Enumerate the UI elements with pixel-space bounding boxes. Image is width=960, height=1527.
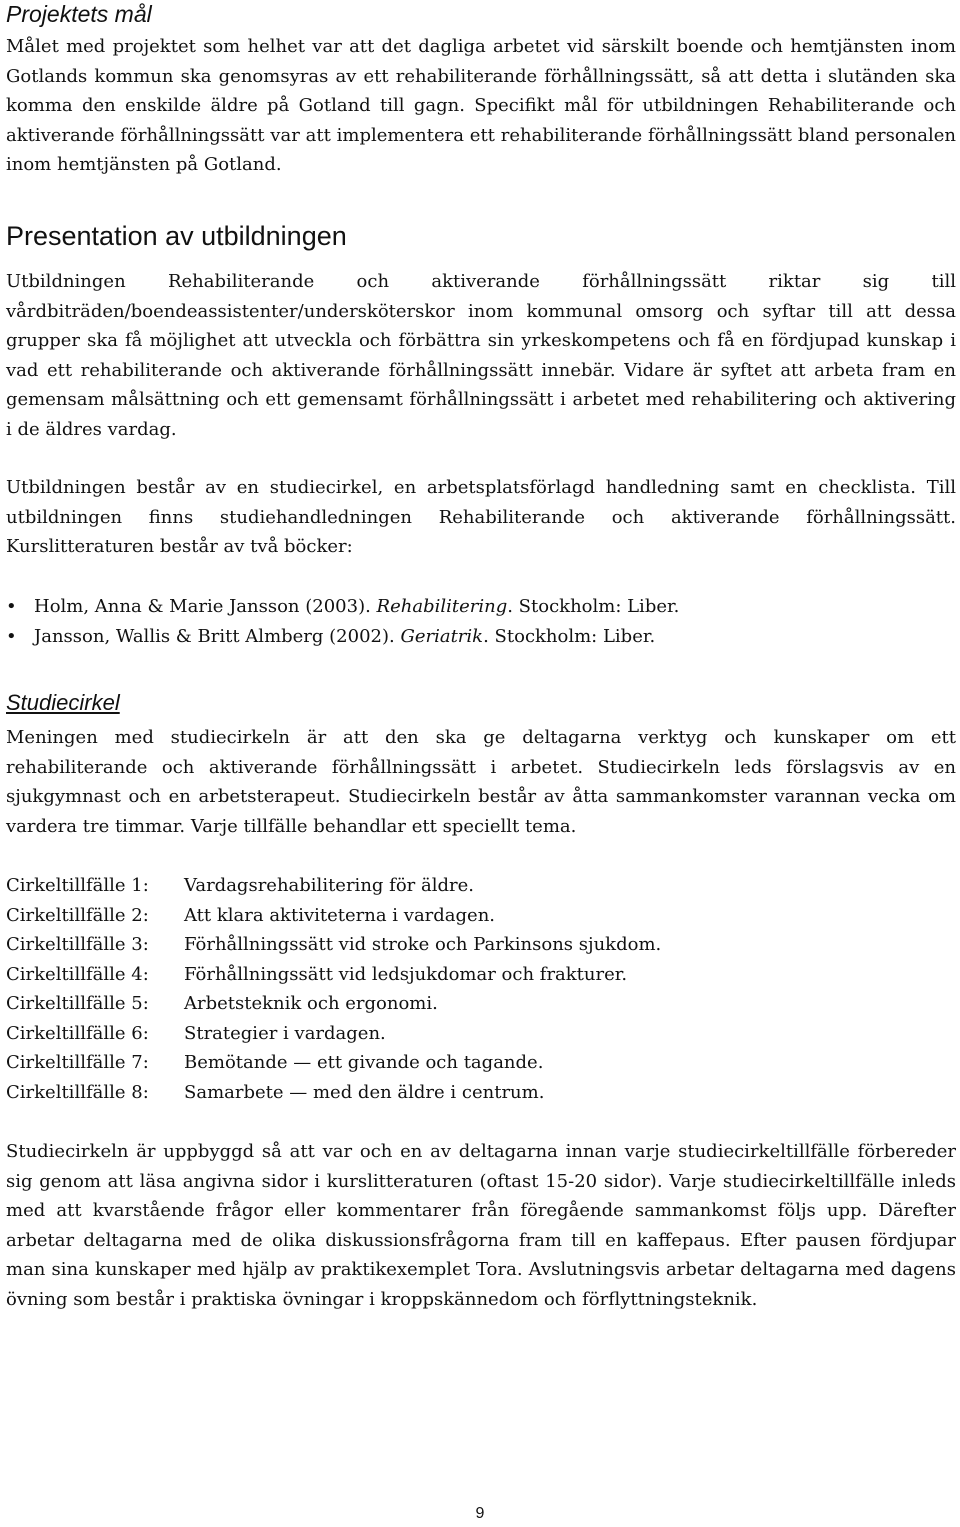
session-label: Cirkeltillfälle 4: (6, 963, 149, 985)
book-author: Jansson, Wallis & Britt Almberg (2002). (34, 625, 401, 647)
section-title-studiecirkel: Studiecirkel (6, 690, 120, 715)
session-topic: Samarbete — med den äldre i centrum. (184, 1081, 545, 1103)
book-item (6, 592, 679, 622)
session-label: Cirkeltillfälle 7: (6, 1052, 149, 1073)
session-list (6, 871, 661, 1107)
session-topic: Strategier i vardagen. (184, 1022, 386, 1044)
session-item (6, 871, 661, 901)
session-label: Cirkeltillfälle 2: (6, 904, 149, 926)
session-item (6, 901, 661, 931)
session-label: Cirkeltillfälle 6: (6, 1022, 149, 1044)
session-topic: Förhållningssätt vid stroke och Parkinsons sjukdom. (184, 934, 662, 955)
session-item (6, 1078, 661, 1108)
session-topic: Vardagsrehabilitering för äldre. (184, 875, 474, 896)
session-topic: Förhållningssätt vid ledsjukdomar och frakturer. (184, 963, 628, 985)
paragraph-presentation-2: Utbildningen består av en studiecirkel, en arbetsplatsförlagd handledning samt en checklista. Till utbildningen finns studiehandledningen Rehabiliterande och aktiverande förhållningssätt. Kurslitteraturen består av två böcker: (6, 477, 956, 557)
book-title: Rehabilitering (376, 596, 508, 617)
paragraph-studiecirkel-1: Meningen med studiecirkeln är att den ska ge deltagarna verktyg och kunskaper om ett rehabiliterande och aktiverande förhållningssätt i arbetet. Studiecirkeln leds förslagsvis av en sjukgymnast och en arbetsterapeut. Studiecirkeln består av åtta sammankomster varannan vecka om vardera tre timmar. Varje tillfälle behandlar ett speciellt tema. (6, 727, 956, 837)
book-publisher: . Stockholm: Liber. (483, 625, 656, 647)
session-label: Cirkeltillfälle 1: (6, 875, 149, 896)
session-topic: Arbetsteknik och ergonomi. (184, 993, 438, 1014)
session-item (6, 989, 661, 1019)
book-title: Geriatrik (400, 625, 484, 647)
section-title-presentation: Presentation av utbildningen (6, 221, 347, 251)
book-author: Holm, Anna & Marie Jansson (2003). (34, 596, 377, 617)
book-publisher: . Stockholm: Liber. (507, 596, 680, 617)
section-title-projektets-mal: Projektets mål (6, 1, 152, 27)
session-label: Cirkeltillfälle 8: (6, 1081, 149, 1103)
session-item (6, 930, 661, 960)
session-item (6, 1019, 661, 1049)
book-item (6, 622, 679, 652)
paragraph-projektets-mal: Målet med projektet som helhet var att det dagliga arbetet vid särskilt boende och hemtjänsten inom Gotlands kommun ska genomsyras av ett rehabiliterande förhållningssätt, så att detta i slutänden ska komma den enskilde äldre på Gotland till gagn. Specifikt mål för utbildningen Rehabiliterande och aktiverande förhållningssätt var att implementera ett rehabiliterande förhållningssätt bland personalen inom hemtjänsten på Gotland. (6, 36, 956, 175)
page-number: 9 (475, 1505, 485, 1522)
bullet-icon: • (6, 625, 17, 647)
session-topic: Bemötande — ett givande och tagande. (184, 1052, 544, 1073)
paragraph-presentation-1: Utbildningen Rehabiliterande och aktiverande förhållningssätt riktar sig till vårdbiträden/boendeassistenter/undersköterskor inom kommunal omsorg och syftar till att dessa grupper ska få möjlighet att utveckla och förbättra sin yrkeskompetens och få en fördjupad kunskap i vad ett rehabiliterande och aktiverande förhållningssätt innebär. Vidare är syftet att arbeta fram en gemensam målsättning och ett gemensamt förhållningssätt i arbetet med rehabilitering och aktivering i de äldres vardag. (6, 271, 956, 440)
session-item (6, 1048, 661, 1078)
session-topic: Att klara aktiviteterna i vardagen. (184, 904, 496, 926)
bullet-icon: • (6, 596, 17, 617)
session-label: Cirkeltillfälle 5: (6, 993, 149, 1014)
book-list (6, 592, 679, 651)
session-item (6, 960, 661, 990)
session-label: Cirkeltillfälle 3: (6, 934, 149, 955)
paragraph-studiecirkel-2: Studiecirkeln är uppbyggd så att var och en av deltagarna innan varje studiecirkeltillfälle förbereder sig genom att läsa angivna sidor i kurslitteraturen (oftast 15-20 sidor). Varje studiecirkeltillfälle inleds med att kvarstående frågor eller kommentarer från föregående sammankomst följs upp. Därefter arbetar deltagarna med de olika diskussionsfrågorna fram till en kaffepaus. Efter pausen fördjupar man sina kunskaper med hjälp av praktikexemplet Tora. Avslutningsvis arbetar deltagarna med dagens övning som består i praktiska övningar i kroppskännedom och förflyttningsteknik. (6, 1141, 956, 1310)
